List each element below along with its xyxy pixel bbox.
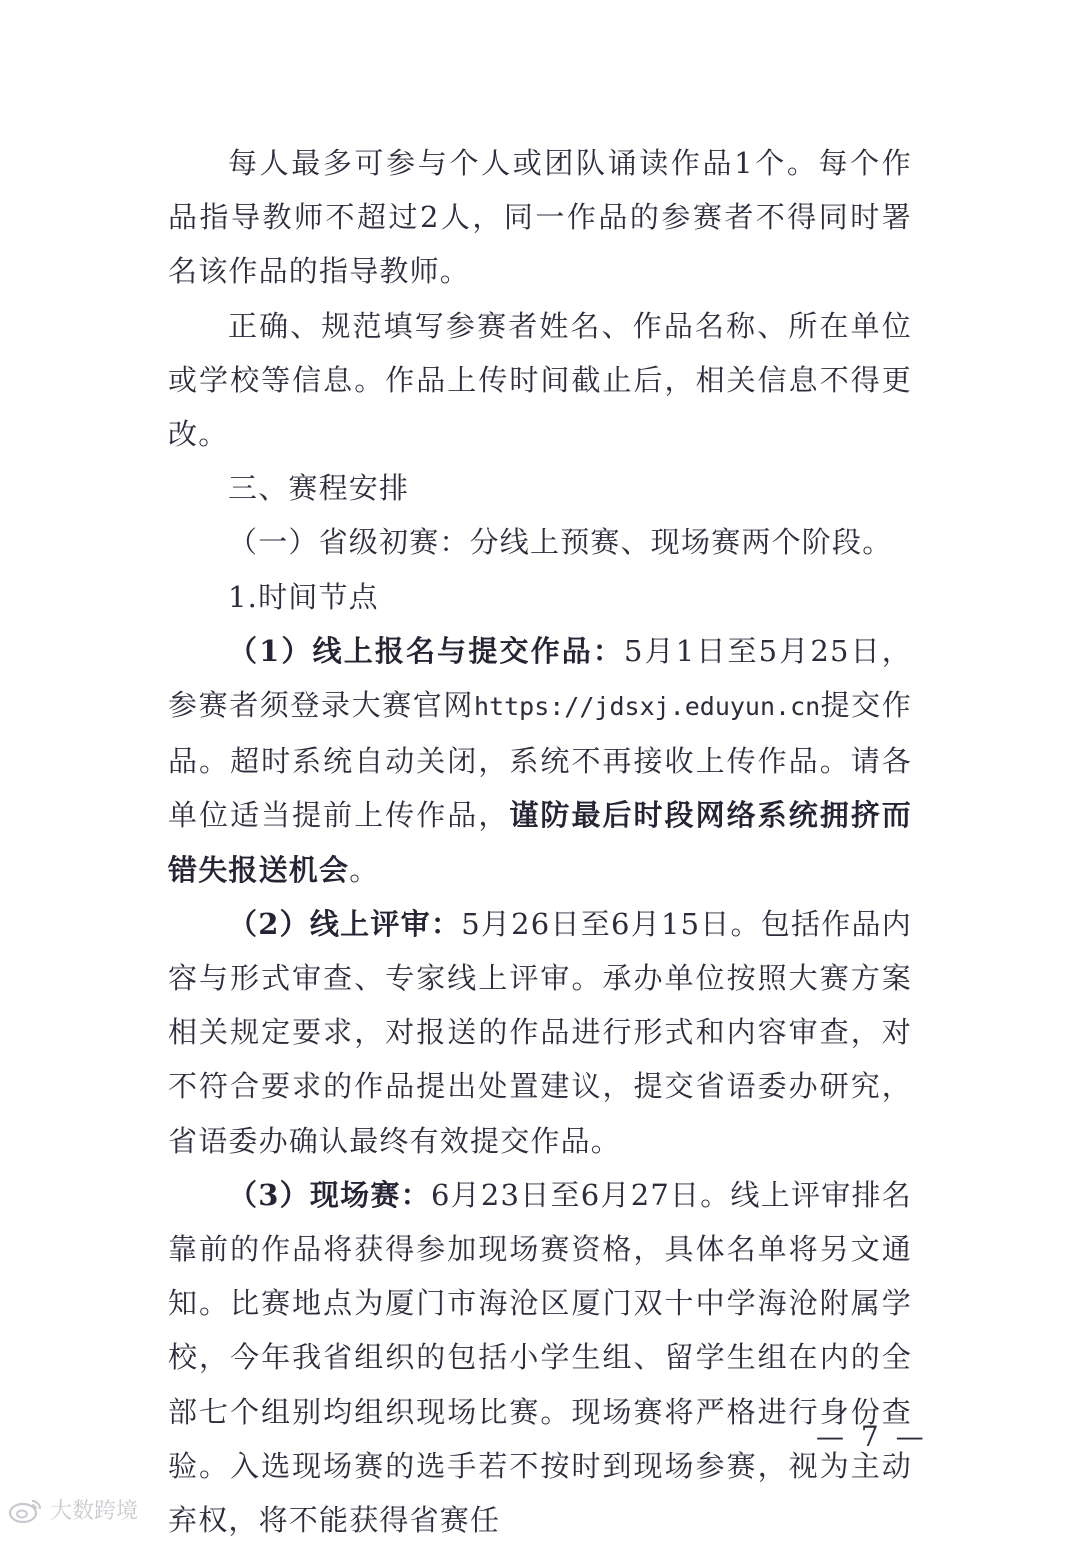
item-label: （2）线上评审： [228, 906, 462, 941]
page-number: — 7 — [816, 1420, 928, 1453]
watermark-text: 大数跨境 [50, 1499, 139, 1524]
item-text: 提交作品。超时系统自动关闭，系统不再接收上传作品。请各单位适当提前上传作品， [168, 688, 912, 833]
item-heading: 1.时间节点 [228, 579, 379, 614]
paragraph-item-1 [168, 624, 912, 897]
official-site-url: https://jdsxj.eduyun.cn [474, 692, 821, 722]
item-label: （1）线上报名与提交作品： [228, 633, 625, 668]
document-body [168, 136, 912, 1547]
subsection-heading: （一）省级初赛：分线上预赛、现场赛两个阶段。 [228, 525, 893, 560]
paragraph-item-3 [168, 1168, 912, 1547]
paragraph: 每人最多可参与个人或团队诵读作品1个。每个作品指导教师不超过2人，同一作品的参赛者不得同时署名该作品的指导教师。 [168, 146, 912, 289]
watermark [8, 1494, 138, 1525]
paragraph: 正确、规范填写参赛者姓名、作品名称、所在单位或学校等信息。作品上传时间截止后，相关信息不得更改。 [168, 308, 912, 452]
item-text: 6月23日至6月27日。线上评审排名靠前的作品将获得参加现场赛资格，具体名单将另文通知。比赛地点为厦门市海沧区厦门双十中学海沧附属学校，今年我省组织的包括小学生组、留学生组在内的全部七个组别均组织现场比赛。现场赛将严格进行身份查验。入选现场赛的选手若不按时到现场参赛，视为主动弃权，将不能获得省赛任 [168, 1177, 912, 1538]
weibo-logo-icon [8, 1497, 44, 1523]
item-label: （3）现场赛： [228, 1177, 431, 1212]
section-heading: 三、赛程安排 [228, 471, 410, 506]
paragraph-item-2 [168, 897, 912, 1168]
emphasis-text: 谨防最后时段网络系统拥挤而错失报送机会 [168, 798, 913, 887]
item-text: 5月1日至5月25日，参赛者须登录大赛官网 [168, 633, 912, 723]
item-text-end: 。 [349, 852, 380, 887]
item-text: 5月26日至6月15日。包括作品内容与形式审查、专家线上评审。承办单位按照大赛方案相关规定要求，对报送的作品进行形式和内容审查，对不符合要求的作品提出处置建议，提交省语委办研究，省语委办确认最终有效提交作品。 [168, 906, 912, 1158]
